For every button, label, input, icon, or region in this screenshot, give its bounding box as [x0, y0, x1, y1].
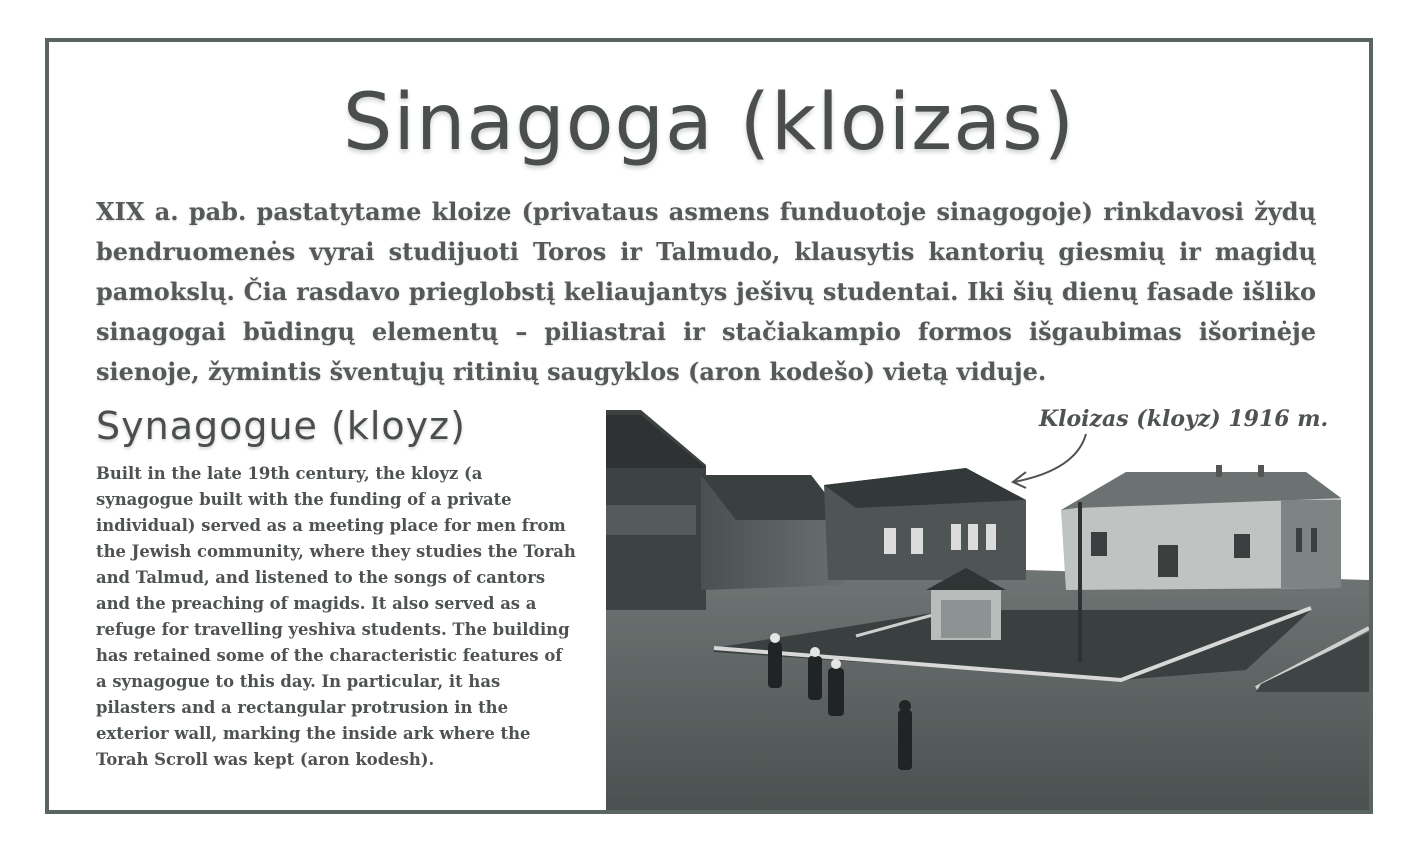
- lithuanian-paragraph: XIX a. pab. pastatytame kloize (privataus asmens funduotoje sinagogoje) rinkdavosi žydų bendruomenės vyrai studijuoti Toros ir Talmudo, klausytis kantorių giesmių ir magidų pamokslų. Čia rasdavo prieglobstį keliaujantys ješivų studentai. Iki šių dienų fasade išliko sinagogai būdingų elementų – piliastrai ir stačiakampio formos išgaubimas išorinėje sienoje, žymintis šventųjų ritinių saugyklos (aron kodešo) vietą viduje.: [96, 197, 1316, 386]
- photo-caption: Kloizas (kloyz) 1916 m.: [1039, 406, 1329, 432]
- page-title: Sinagoga (kloizas): [342, 78, 1076, 168]
- info-panel: [45, 38, 1373, 814]
- historic-photo: [606, 410, 1369, 810]
- english-title: Synagogue (kloyz): [96, 404, 466, 448]
- english-paragraph: Built in the late 19th century, the kloyz (a synagogue built with the funding of a private individual) served as a meeting place for men from the Jewish community, where they studies the Torah and Talmud, and listened to the songs of cantors and the preaching of magids. It also served as a refuge for travelling yeshiva students. The building has retained some of the characteristic features of a synagogue to this day. In particular, it has pilasters and a rectangular protrusion in the exterior wall, marking the inside ark where the Torah Scroll was kept (aron kodesh).: [96, 464, 576, 769]
